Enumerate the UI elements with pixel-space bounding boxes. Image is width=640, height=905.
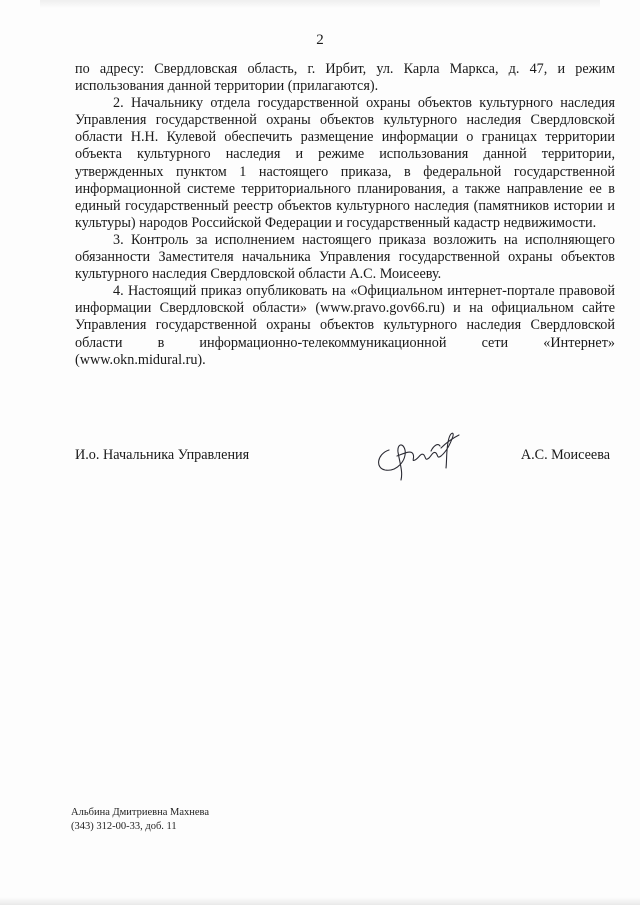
executor-phone: (343) 312-00-33, доб. 11 <box>71 821 177 832</box>
signatory-position: И.о. Начальника Управления <box>75 447 250 463</box>
handwritten-signature <box>367 420 467 484</box>
paragraph-continuation: по адресу: Свердловская область, г. Ирбит, ул. Карла Маркса, д. 47, и режим использования данной территории (прилагаются). <box>75 61 615 95</box>
executor-name: Альбина Дмитриевна Махнева <box>71 807 210 818</box>
signature-block <box>75 440 615 490</box>
signatory-name: А.С. Моисеева <box>520 447 610 463</box>
page-number: 2 <box>316 32 324 48</box>
document-body <box>75 61 615 369</box>
paragraph-item-3: 3. Контроль за исполнением настоящего приказа возложить на исполняющего обязанности Заместителя начальника Управления государственной охраны объектов культурного наследия Свердловской области А.С. Моисееву. <box>75 231 615 283</box>
paragraph-item-4: 4. Настоящий приказ опубликовать на «Официальном интернет-портале правовой информации Свердловской области» (www.pravo.gov66.ru) и на официальном сайте Управления государственной охраны объектов культурного наследия Свердловской области в информационно-телекоммуникационной сети «Интернет» (www.okn.midural.ru). <box>75 283 615 368</box>
scan-edge-shadow <box>40 0 600 8</box>
executor-info <box>71 806 209 834</box>
paragraph-item-2: 2. Начальнику отдела государственной охраны объектов культурного наследия Управления государственной охраны объектов культурного наследия Свердловской области Н.Н. Кулевой обеспечить размещение информации о границах территории объекта культурного наследия и режиме использования данной территории, утвержденных пунктом 1 настоящего приказа, в федеральной государственной информационной системе территориального планирования, а также направление ее в единый государственный реестр объектов культурного наследия (памятников истории и культуры) народов Российской Федерации и государственный кадастр недвижимости. <box>75 95 615 231</box>
scan-bottom-edge <box>0 897 640 905</box>
